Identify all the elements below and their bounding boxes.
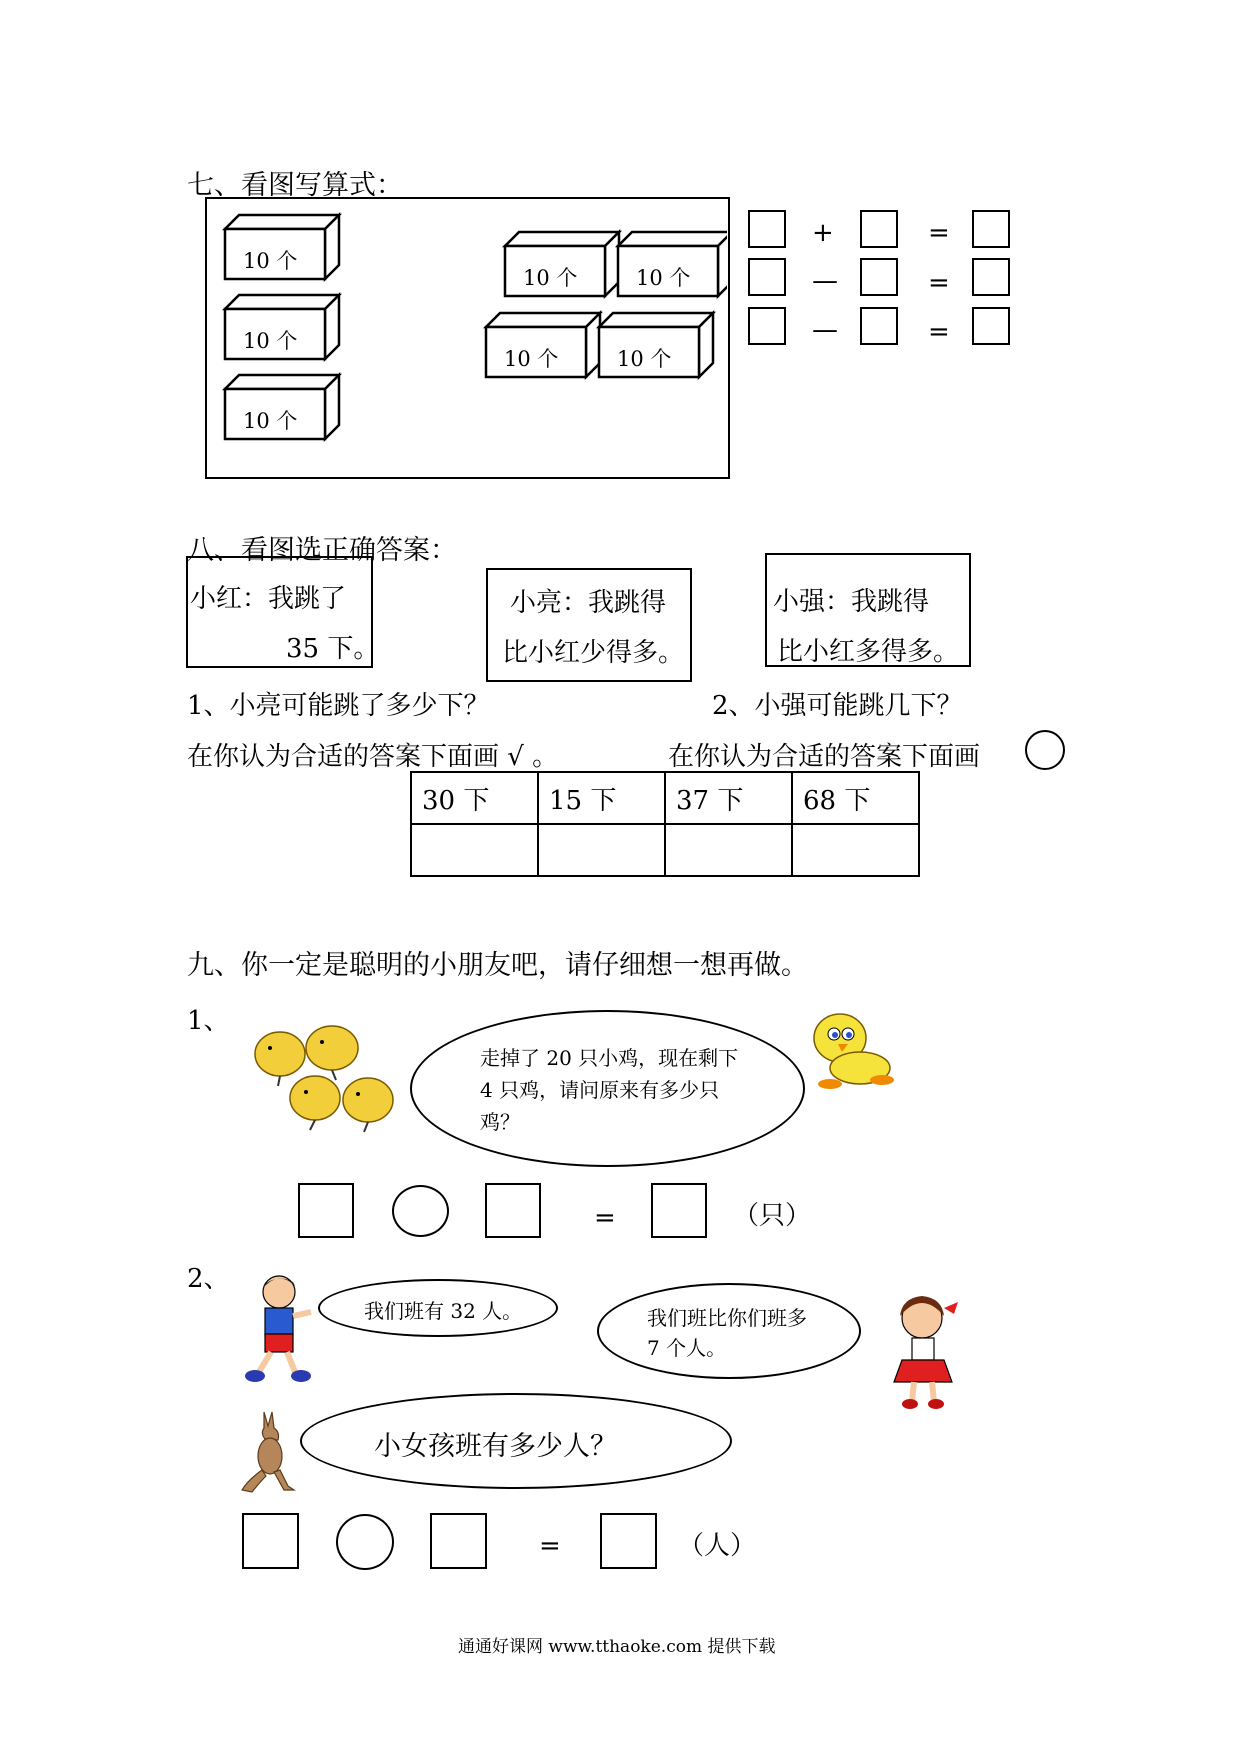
xiaoliang-line2: 比小红少得多。	[502, 638, 685, 668]
choice-37: 37 下	[665, 772, 792, 824]
question-bubble	[300, 1393, 732, 1489]
answer-box[interactable]	[972, 258, 1010, 296]
bird-icon	[800, 1010, 900, 1095]
operator-circle[interactable]	[392, 1185, 449, 1237]
circle-symbol-icon	[1025, 730, 1065, 770]
crate-label: 10 个	[504, 347, 559, 371]
boy-speech-bubble	[318, 1279, 558, 1337]
girl-icon	[880, 1290, 970, 1412]
section8-title: 八、看图选正确答案：	[187, 535, 457, 566]
chicks-icon	[250, 1022, 405, 1137]
answer-box[interactable]	[860, 210, 898, 248]
problem-1-number: 1、	[187, 1006, 230, 1036]
answer-box[interactable]	[748, 210, 786, 248]
choice-68: 68 下	[792, 772, 919, 824]
answer-box[interactable]	[430, 1513, 487, 1569]
xiaoqiang-line1: 小强：我跳得	[773, 587, 930, 617]
xiaoqiang-card	[765, 553, 971, 667]
answer-box[interactable]	[242, 1513, 299, 1569]
equals-sign: =	[928, 268, 950, 298]
instruction-check: 在你认为合适的答案下面画 √ 。	[187, 742, 559, 772]
answer-box[interactable]	[748, 258, 786, 296]
minus-sign: —	[812, 266, 838, 296]
unit-zhi: （只）	[733, 1201, 812, 1231]
boy-icon	[243, 1272, 313, 1384]
answer-box[interactable]	[748, 307, 786, 345]
unit-ren: （人）	[678, 1531, 757, 1561]
question-text: 小女孩班有多少人？	[374, 1431, 617, 1462]
choice-15: 15 下	[538, 772, 665, 824]
equals-sign: =	[928, 317, 950, 347]
answer-box[interactable]	[298, 1183, 354, 1238]
crate-label: 10 个	[243, 409, 298, 433]
answer-box[interactable]	[972, 210, 1010, 248]
mark-cell[interactable]	[665, 824, 792, 876]
girl-speech-bubble	[597, 1283, 861, 1379]
crate-label: 10 个	[243, 329, 298, 353]
xiaohong-card	[186, 556, 380, 668]
answer-box[interactable]	[651, 1183, 707, 1238]
problem-1-text: 走掉了 20 只小鸡，现在剩下 4 只鸡，请问原来有多少只鸡？	[480, 1046, 739, 1134]
instruction-circle: 在你认为合适的答案下面画	[668, 742, 981, 772]
answer-box[interactable]	[860, 258, 898, 296]
plus-sign: +	[812, 218, 834, 248]
answer-box[interactable]	[600, 1513, 657, 1569]
xiaohong-line1: 小红：我跳了	[190, 584, 347, 614]
boy-speech-text: 我们班有 32 人。	[364, 1299, 523, 1323]
crate-label: 10 个	[636, 266, 691, 290]
choices-table	[410, 771, 920, 877]
problem-2-number: 2、	[187, 1264, 230, 1294]
crate-label: 10 个	[617, 347, 672, 371]
question-1: 1、小亮可能跳了多少下？	[187, 691, 490, 721]
equals-sign: =	[539, 1531, 561, 1561]
mark-cell[interactable]	[538, 824, 665, 876]
mark-cell[interactable]	[411, 824, 538, 876]
answer-box[interactable]	[485, 1183, 541, 1238]
equals-sign: =	[928, 218, 950, 248]
problem-1-bubble	[410, 1010, 805, 1167]
operator-circle[interactable]	[336, 1514, 394, 1570]
section7-title: 七、看图写算式：	[187, 170, 403, 201]
girl-speech-text: 我们班比你们班多 7 个人。	[647, 1306, 807, 1360]
kangaroo-icon	[238, 1408, 298, 1496]
minus-sign: —	[812, 315, 838, 345]
crate-picture-frame	[205, 197, 730, 479]
section9-title: 九、你一定是聪明的小朋友吧，请仔细想一想再做。	[187, 950, 808, 981]
xiaohong-line2: 35 下。	[286, 634, 380, 664]
answer-box[interactable]	[860, 307, 898, 345]
equals-sign: =	[594, 1203, 616, 1233]
mark-cell[interactable]	[792, 824, 919, 876]
xiaoqiang-line2: 比小红多得多。	[777, 637, 960, 667]
xiaoliang-card	[486, 568, 692, 682]
question-2: 2、小强可能跳几下？	[712, 691, 963, 721]
page-footer: 通通好课网 www.tthaoke.com 提供下载	[458, 1637, 776, 1657]
choice-30: 30 下	[411, 772, 538, 824]
xiaoliang-line1: 小亮：我跳得	[510, 588, 667, 618]
answer-box[interactable]	[972, 307, 1010, 345]
crate-label: 10 个	[243, 249, 298, 273]
crate-label: 10 个	[523, 266, 578, 290]
